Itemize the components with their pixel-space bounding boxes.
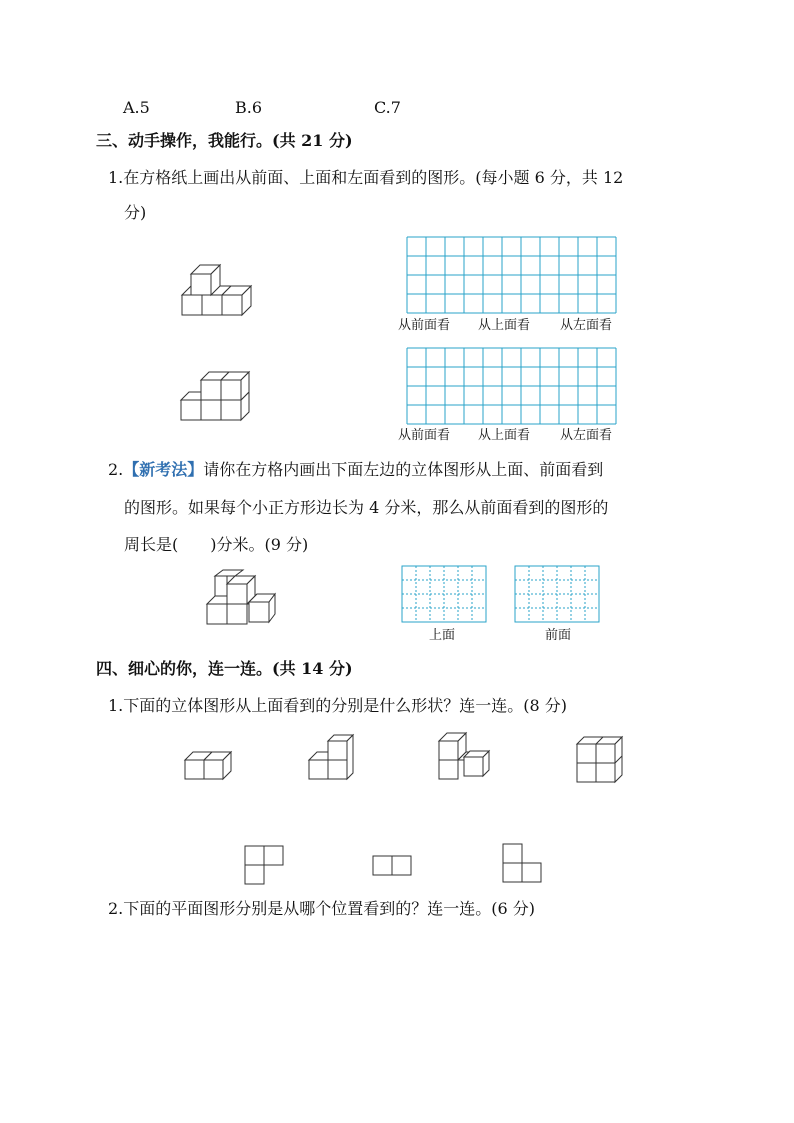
section4-heading: 四、细心的你，连一连。(共 14 分) [96,659,353,678]
dashed-grid-top [401,565,489,625]
grid-paper-2 [406,347,620,427]
option-a: A.5 [123,98,150,117]
s3-q1-line1: 1.在方格纸上画出从前面、上面和左面看到的图形。(每小题 6 分，共 12 [108,168,624,187]
solid-figure-2 [307,734,367,789]
solid-figure-4 [575,734,635,789]
option-c: C.7 [374,98,401,117]
dashed-grid-front [514,565,602,625]
new-exam-tag: 【新考法】 [123,460,204,479]
dashed-grid-front-label: 前面 [545,628,572,643]
cube-figure-2 [175,368,265,428]
section3-heading: 三、动手操作，我能行。(共 21 分) [96,131,353,150]
solid-figure-3 [437,728,497,788]
s3-q2-line2: 的图形。如果每个小正方形边长为 4 分米，那么从前面看到的图形的 [124,498,609,517]
flat-shape-3 [502,843,544,885]
s4-q1: 1.下面的立体图形从上面看到的分别是什么形状？连一连。(8 分) [108,696,568,715]
s3-q2-line1-rest: 请你在方格内画出下面左边的立体图形从上面、前面看到 [203,460,604,479]
grid2-label-front: 从前面看 [398,428,451,443]
solid-figure-1 [183,740,243,790]
s3-q2-line1 [108,460,603,480]
dashed-grid-top-label: 上面 [429,628,456,643]
s3-q2-num: 2. [108,460,124,479]
flat-shape-1 [244,845,286,887]
cube-figure-3 [205,570,285,630]
grid-paper-1 [406,236,620,316]
grid1-label-front: 从前面看 [398,318,451,333]
s4-q2: 2.下面的平面图形分别是从哪个位置看到的？连一连。(6 分) [108,899,536,918]
s3-q1-line2: 分) [124,203,147,222]
grid1-label-top: 从上面看 [478,318,531,333]
s3-q2-line3: 周长是( )分米。(9 分) [124,535,309,554]
grid2-label-left: 从左面看 [560,428,613,443]
option-b: B.6 [235,98,263,117]
grid2-label-top: 从上面看 [478,428,531,443]
flat-shape-2 [372,855,414,879]
grid1-label-left: 从左面看 [560,318,613,333]
cube-figure-1 [175,252,275,322]
